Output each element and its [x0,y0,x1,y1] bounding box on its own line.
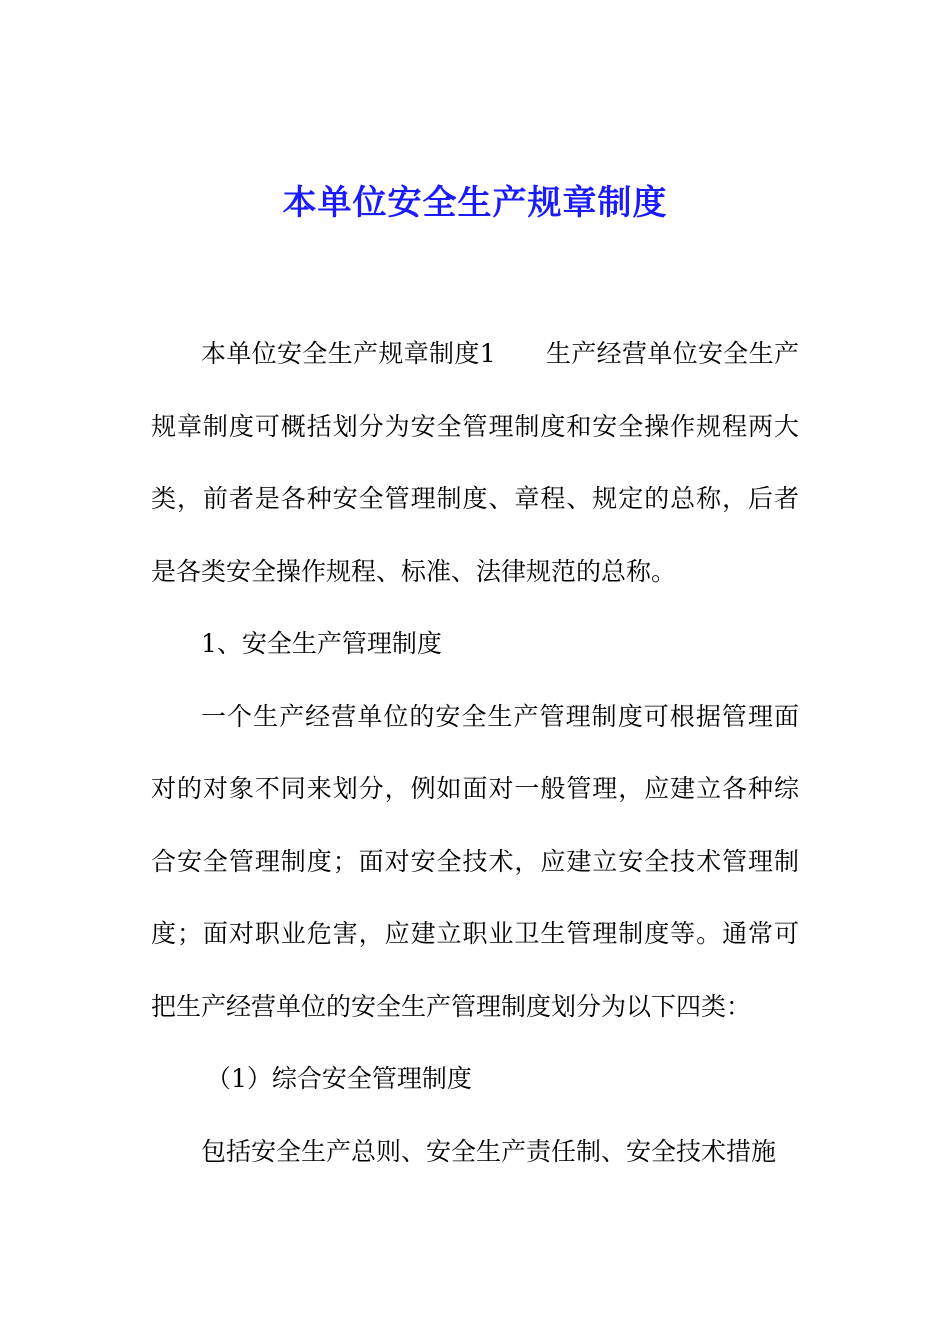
section-1-heading: 1、安全生产管理制度 [201,629,442,658]
document-title: 本单位安全生产规章制度 [282,183,668,223]
section-1-paragraph: 一个生产经营单位的安全生产管理制度可根据管理面对的对象不同来划分，例如面对一般管理，应建立各种综合安全管理制度；面对安全技术，应建立安全技术管理制度；面对职业危害，应建立职业卫生管理制度等。通常可把生产经营单位的安全生产管理制度划分为以下四类： [151,701,799,1021]
intro-rest: 生产经营单位安全生产规章制度可概括划分为安全管理制度和安全操作规程两大类，前者是各种安全管理制度、章程、规定的总称，后者是各类安全操作规程、标准、法律规范的总称。 [151,339,799,586]
intro-paragraph [151,318,799,608]
subsection-1-paragraph: 包括安全生产总则、安全生产责任制、安全技术措施 [201,1136,777,1166]
document-body [151,318,799,1188]
subsection-1-heading: （1）综合安全管理制度 [206,1064,472,1093]
intro-lead: 本单位安全生产规章制度1 [201,339,496,368]
